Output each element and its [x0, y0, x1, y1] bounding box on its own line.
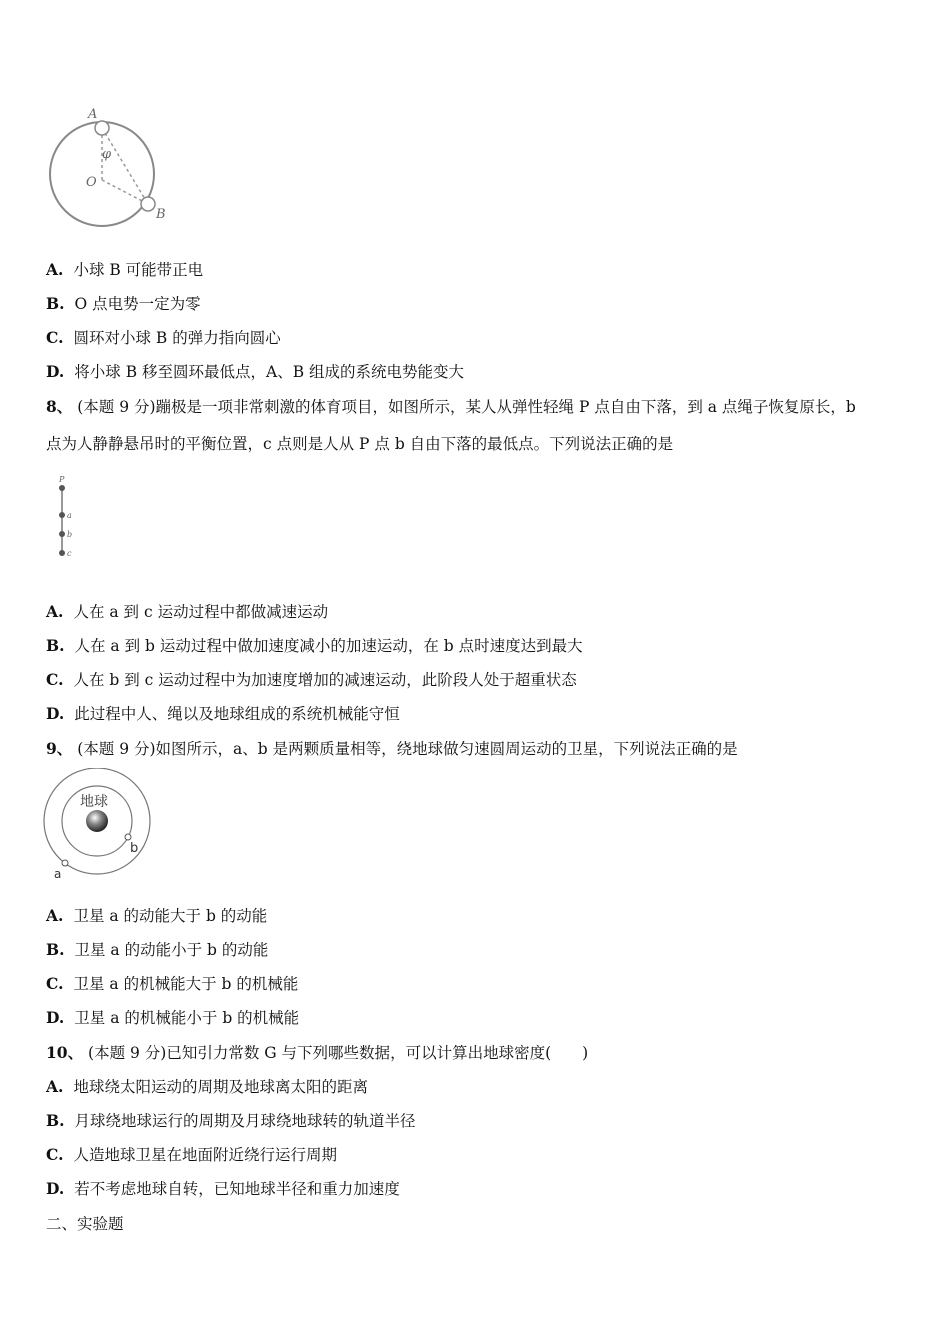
label-p: P: [59, 475, 65, 484]
q10-option-c: C. 人造地球卫星在地面附近绕行运行周期: [46, 1145, 337, 1164]
label-phi: φ: [102, 147, 112, 162]
q7-option-c: C. 圆环对小球 B 的弹力指向圆心: [46, 328, 281, 347]
q8-stem-line1: 8、 (本题 9 分)蹦极是一项非常刺激的体育项目，如图所示，某人从弹性轻绳 P 点自由下落，到 a 点绳子恢复原长，b: [46, 397, 856, 416]
label-earth: 地球: [80, 794, 108, 810]
q7-option-a: A. 小球 B 可能带正电: [46, 260, 204, 279]
q10-stem: 10、 (本题 9 分)已知引力常数 G 与下列哪些数据，可以计算出地球密度( ): [46, 1043, 589, 1062]
point-a: [59, 512, 65, 518]
q8-option-b: B. 人在 a 到 b 运动过程中做加速度减小的加速运动，在 b 点时速度达到最大: [46, 636, 583, 655]
q9-option-a: A. 卫星 a 的动能大于 b 的动能: [46, 906, 268, 925]
q9-option-d: D. 卫星 a 的机械能小于 b 的机械能: [46, 1008, 300, 1027]
satellite-b: [125, 834, 131, 840]
label-b: b: [130, 841, 139, 856]
q8-stem-line2: 点为人静静悬吊时的平衡位置，c 点则是人从 P 点 b 自由下落的最低点。下列说法正确的是: [46, 435, 674, 453]
ring-figure: [40, 100, 180, 240]
q8-option-c: C. 人在 b 到 c 运动过程中为加速度增加的减速运动，此阶段人处于超重状态: [46, 670, 577, 689]
point-c: [59, 550, 65, 556]
q10-option-a: A. 地球绕太阳运动的周期及地球离太阳的距离: [46, 1077, 368, 1096]
q9-stem: 9、 (本题 9 分)如图所示，a、b 是两颗质量相等，绕地球做匀速圆周运动的卫星，下列说法正确的是: [46, 739, 738, 758]
ball-b: [141, 197, 155, 211]
label-a: a: [67, 511, 72, 520]
ball-a: [95, 121, 109, 135]
label-c: c: [67, 549, 72, 558]
label-a: A: [88, 107, 98, 122]
earth: [86, 810, 108, 832]
satellite-a: [62, 860, 68, 866]
q9-option-b: B. 卫星 a 的动能小于 b 的动能: [46, 940, 269, 959]
point-b: [59, 531, 65, 537]
q7-option-d: D. 将小球 B 移至圆环最低点，A、B 组成的系统电势能变大: [46, 362, 465, 381]
q10-option-b: B. 月球绕地球运行的周期及月球绕地球转的轨道半径: [46, 1111, 416, 1130]
label-a: a: [54, 867, 62, 881]
label-b: B: [156, 207, 166, 222]
point-p: [59, 485, 65, 491]
q8-option-d: D. 此过程中人、绳以及地球组成的系统机械能守恒: [46, 704, 400, 723]
q9-option-c: C. 卫星 a 的机械能大于 b 的机械能: [46, 974, 299, 993]
orbit-figure: [40, 768, 160, 884]
q10-option-d: D. 若不考虑地球自转，已知地球半径和重力加速度: [46, 1179, 400, 1198]
bungee-figure: [52, 472, 92, 564]
label-o: O: [86, 175, 97, 190]
section-title: 二、实验题: [46, 1215, 124, 1233]
q7-option-b: B. O 点电势一定为零: [46, 294, 201, 313]
label-b: b: [67, 530, 73, 539]
q8-option-a: A. 人在 a 到 c 运动过程中都做减速运动: [46, 602, 329, 621]
